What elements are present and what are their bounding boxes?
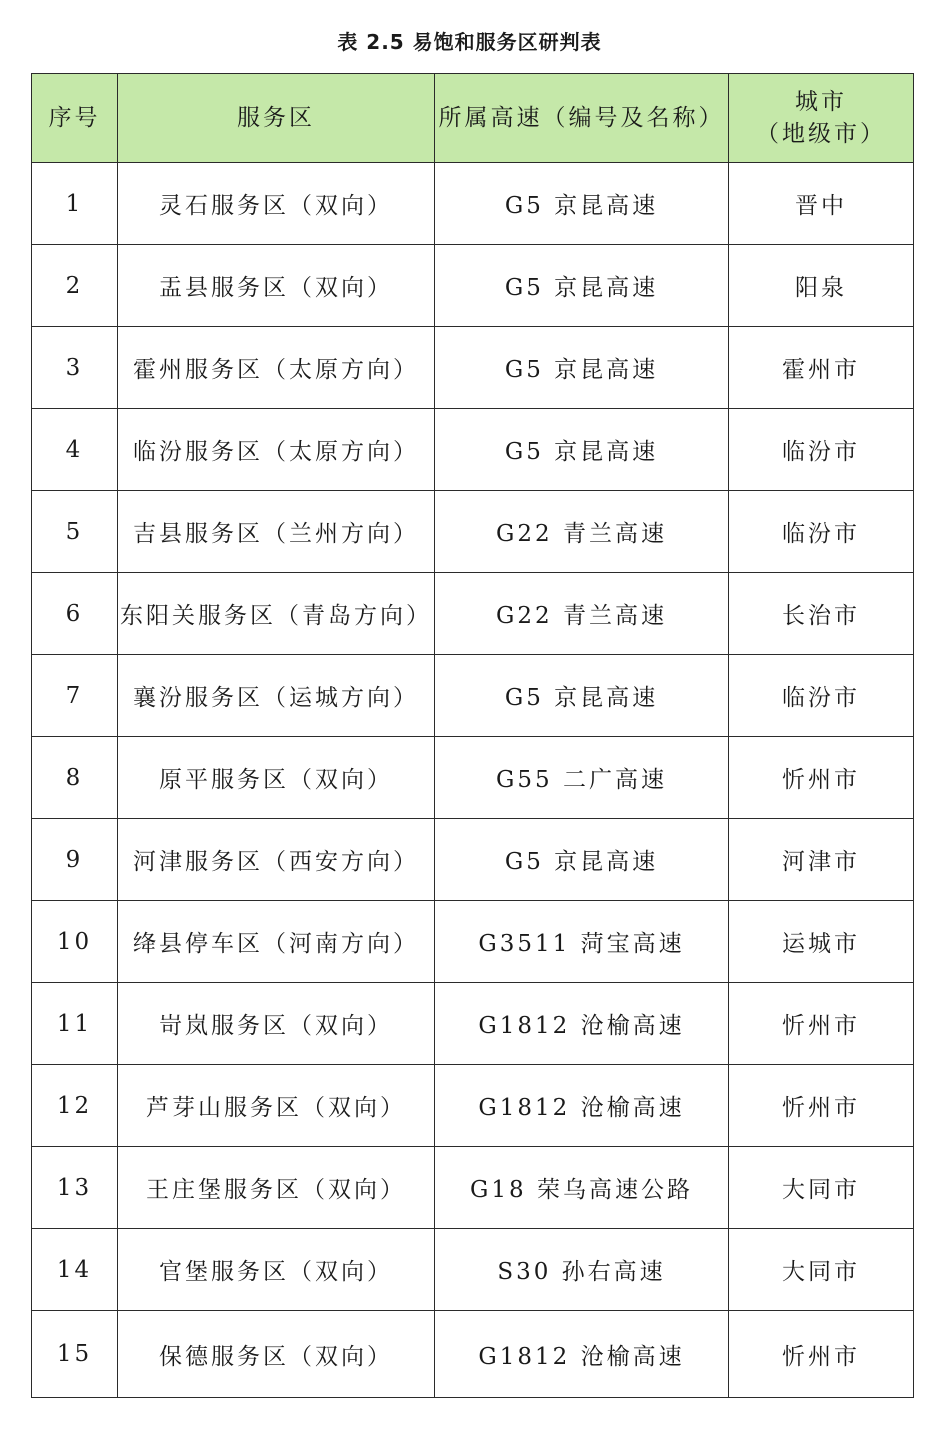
cell-city: 晋中 <box>729 163 914 245</box>
cell-highway: S30 孙右高速 <box>435 1229 729 1311</box>
cell-service-area: 霍州服务区（太原方向） <box>118 327 435 409</box>
cell-index: 13 <box>32 1147 118 1229</box>
cell-service-area: 盂县服务区（双向） <box>118 245 435 327</box>
cell-highway: G5 京昆高速 <box>435 409 729 491</box>
cell-highway: G22 青兰高速 <box>435 573 729 655</box>
cell-index: 3 <box>32 327 118 409</box>
cell-service-area: 吉县服务区（兰州方向） <box>118 491 435 573</box>
cell-index: 2 <box>32 245 118 327</box>
table-row <box>32 819 914 901</box>
cell-service-area: 官堡服务区（双向） <box>118 1229 435 1311</box>
cell-highway: G5 京昆高速 <box>435 327 729 409</box>
table-row <box>32 983 914 1065</box>
cell-city: 临汾市 <box>729 655 914 737</box>
cell-highway: G55 二广高速 <box>435 737 729 819</box>
cell-highway: G1812 沧榆高速 <box>435 983 729 1065</box>
cell-highway: G5 京昆高速 <box>435 163 729 245</box>
cell-city: 忻州市 <box>729 737 914 819</box>
cell-city: 忻州市 <box>729 1065 914 1147</box>
cell-service-area: 绛县停车区（河南方向） <box>118 901 435 983</box>
cell-city: 大同市 <box>729 1229 914 1311</box>
cell-service-area: 襄汾服务区（运城方向） <box>118 655 435 737</box>
cell-index: 12 <box>32 1065 118 1147</box>
cell-index: 9 <box>32 819 118 901</box>
cell-service-area: 芦芽山服务区（双向） <box>118 1065 435 1147</box>
cell-city: 长治市 <box>729 573 914 655</box>
header-city-line2: （地级市） <box>756 121 886 147</box>
table-row <box>32 737 914 819</box>
table-row <box>32 901 914 983</box>
cell-index: 5 <box>32 491 118 573</box>
cell-city: 临汾市 <box>729 409 914 491</box>
cell-highway: G22 青兰高速 <box>435 491 729 573</box>
cell-highway: G3511 菏宝高速 <box>435 901 729 983</box>
table-caption: 表 2.5 易饱和服务区研判表 <box>337 30 602 54</box>
table-row <box>32 409 914 491</box>
cell-highway: G1812 沧榆高速 <box>435 1065 729 1147</box>
cell-index: 8 <box>32 737 118 819</box>
cell-highway: G5 京昆高速 <box>435 245 729 327</box>
cell-city: 河津市 <box>729 819 914 901</box>
cell-index: 14 <box>32 1229 118 1311</box>
table-row <box>32 655 914 737</box>
header-service-area: 服务区 <box>118 74 435 163</box>
cell-highway: G18 荣乌高速公路 <box>435 1147 729 1229</box>
cell-city: 阳泉 <box>729 245 914 327</box>
header-city-line1: 城市 <box>795 89 847 115</box>
header-highway: 所属高速（编号及名称） <box>435 74 729 163</box>
cell-city: 大同市 <box>729 1147 914 1229</box>
cell-index: 15 <box>32 1311 118 1398</box>
cell-service-area: 临汾服务区（太原方向） <box>118 409 435 491</box>
cell-highway: G1812 沧榆高速 <box>435 1311 729 1398</box>
table-row <box>32 1229 914 1311</box>
table-row <box>32 491 914 573</box>
cell-city: 运城市 <box>729 901 914 983</box>
table-row <box>32 1147 914 1229</box>
cell-service-area: 东阳关服务区（青岛方向） <box>118 573 435 655</box>
cell-index: 6 <box>32 573 118 655</box>
cell-city: 忻州市 <box>729 983 914 1065</box>
cell-highway: G5 京昆高速 <box>435 655 729 737</box>
cell-service-area: 保德服务区（双向） <box>118 1311 435 1398</box>
cell-index: 1 <box>32 163 118 245</box>
cell-service-area: 王庄堡服务区（双向） <box>118 1147 435 1229</box>
cell-service-area: 河津服务区（西安方向） <box>118 819 435 901</box>
header-index: 序号 <box>32 74 118 163</box>
cell-index: 11 <box>32 983 118 1065</box>
cell-service-area: 岢岚服务区（双向） <box>118 983 435 1065</box>
cell-index: 4 <box>32 409 118 491</box>
cell-service-area: 原平服务区（双向） <box>118 737 435 819</box>
service-area-table <box>31 73 914 1398</box>
table-row <box>32 163 914 245</box>
cell-index: 7 <box>32 655 118 737</box>
cell-city: 霍州市 <box>729 327 914 409</box>
cell-highway: G5 京昆高速 <box>435 819 729 901</box>
cell-city: 临汾市 <box>729 491 914 573</box>
table-row <box>32 327 914 409</box>
cell-city: 忻州市 <box>729 1311 914 1398</box>
header-city <box>729 74 914 163</box>
table-header-row <box>32 74 914 163</box>
table-row <box>32 245 914 327</box>
table-row <box>32 1065 914 1147</box>
table-row <box>32 573 914 655</box>
cell-index: 10 <box>32 901 118 983</box>
table-row <box>32 1311 914 1398</box>
cell-service-area: 灵石服务区（双向） <box>118 163 435 245</box>
